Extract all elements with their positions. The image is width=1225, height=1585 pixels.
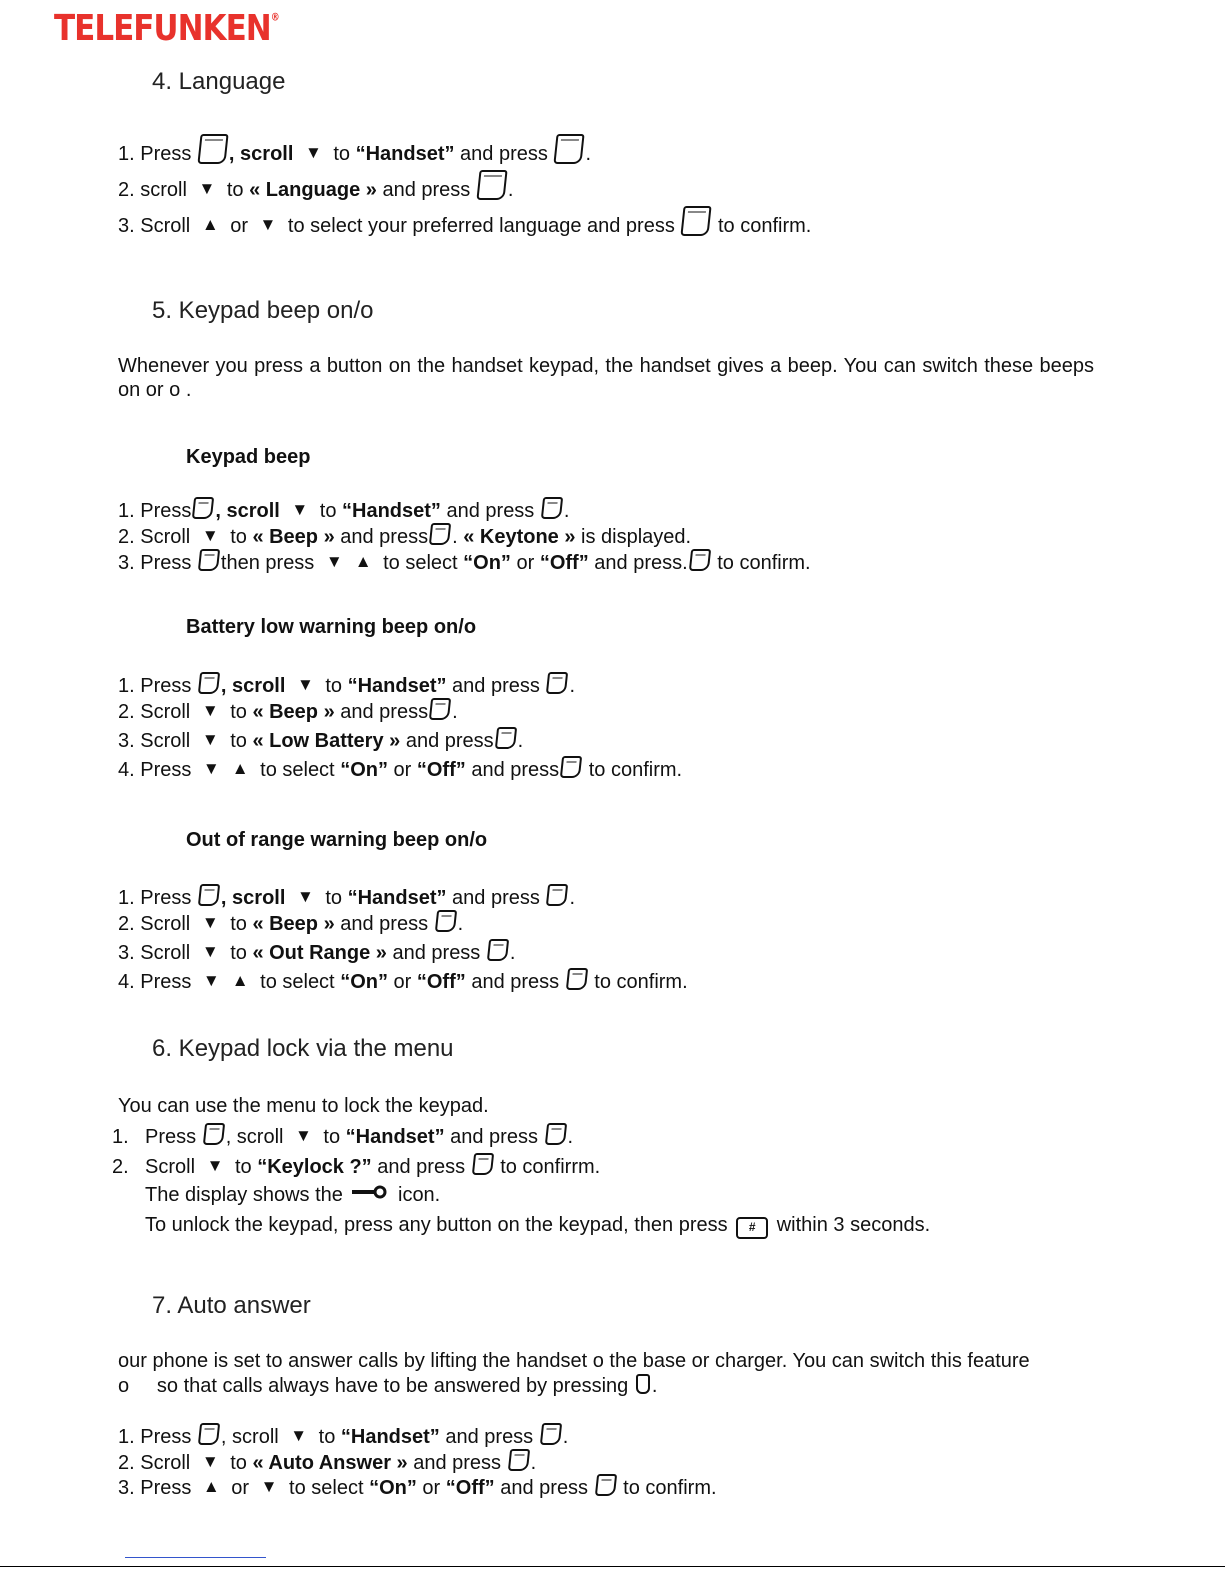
battery-low-title: Battery low warning beep on/o — [186, 616, 477, 638]
scroll-down-arrow-icon: ▼ — [201, 526, 219, 545]
menu-key-icon — [540, 1423, 562, 1445]
menu-key-icon — [487, 939, 509, 961]
scroll-down-arrow-icon: ▼ — [295, 1126, 312, 1145]
scroll-down-arrow-icon: ▼ — [296, 675, 314, 694]
section-7-heading: 7. Auto answer — [152, 1292, 311, 1319]
aa-step-3: 3. Press ▲ or ▼ to select “On” or “Off” and press to confirm. — [118, 1474, 717, 1500]
scroll-down-arrow-icon: ▼ — [201, 913, 219, 932]
scroll-down-arrow-icon: ▼ — [201, 730, 219, 749]
scroll-down-arrow-icon: ▼ — [198, 179, 216, 198]
keypad-beep-title: Keypad beep — [186, 446, 311, 468]
menu-key-icon — [429, 698, 451, 720]
menu-key-icon — [198, 1423, 220, 1445]
keylock-intro: You can use the menu to lock the keypad. — [118, 1095, 489, 1117]
bl-step-2: 2. Scroll ▼ to « Beep » and press . — [118, 698, 458, 724]
scroll-down-arrow-icon: ▼ — [290, 1426, 308, 1445]
menu-key-icon — [203, 1123, 225, 1145]
scroll-up-arrow-icon: ▲ — [201, 215, 219, 234]
footer-link-underline — [125, 1557, 266, 1558]
keylock-step-2: 2. Scroll ▼ to “Keylock ?” and press to confirrm. — [112, 1153, 600, 1179]
section-6-heading: 6. Keypad lock via the menu — [152, 1035, 454, 1062]
menu-key-icon — [435, 910, 457, 932]
bl-step-1: 1. Press , scroll ▼ to “Handset” and press . — [118, 672, 575, 698]
menu-key-icon — [566, 968, 588, 990]
section-5-heading: 5. Keypad beep on/o — [152, 297, 374, 324]
scroll-down-arrow-icon: ▼ — [259, 215, 277, 234]
lang-step-3: 3. Scroll ▲ or ▼ to select your preferred language and press to confirm. — [118, 206, 811, 238]
scroll-down-arrow-icon: ▼ — [291, 500, 309, 519]
scroll-down-arrow-icon: ▼ — [260, 1477, 278, 1496]
scroll-up-arrow-icon: ▲ — [231, 759, 249, 778]
scroll-down-arrow-icon: ▼ — [206, 1156, 224, 1175]
keylock-step-1: 1. Press , scroll ▼ to “Handset” and press . — [112, 1123, 573, 1149]
lang-step-2: 2. scroll ▼ to « Language » and press . — [118, 170, 513, 202]
bl-step-3: 3. Scroll ▼ to « Low Battery » and press . — [118, 727, 523, 753]
menu-key-icon — [429, 523, 451, 545]
call-key-icon — [636, 1374, 650, 1394]
scroll-up-arrow-icon: ▲ — [231, 971, 249, 990]
menu-key-icon — [495, 727, 517, 749]
auto-answer-para-1: our phone is set to answer calls by lifting the handset o the base or charger. You can switch this feature — [118, 1350, 1030, 1372]
out-of-range-title: Out of range warning beep on/o — [186, 829, 488, 851]
kb-step-3: 3. Press then press ▼ ▲ to select “On” or “Off” and press. to confirm. — [118, 549, 811, 575]
lang-step-1: 1. Press , scroll ▼ to “Handset” and press . — [118, 134, 591, 166]
scroll-down-arrow-icon: ▼ — [325, 552, 343, 571]
menu-key-icon — [192, 497, 214, 519]
menu-key-icon — [471, 1153, 493, 1175]
or-step-4: 4. Press ▼ ▲ to select “On” or “Off” and press to confirm. — [118, 968, 688, 994]
section-5-intro: Whenever you press a button on the handset keypad, the handset gives a beep. You can switch these beeps on or o . — [118, 355, 1094, 401]
scroll-down-arrow-icon: ▼ — [304, 143, 322, 162]
menu-key-icon — [197, 134, 228, 164]
scroll-down-arrow-icon: ▼ — [202, 971, 220, 990]
menu-key-icon — [476, 170, 507, 200]
menu-key-icon — [594, 1474, 616, 1496]
menu-key-icon — [507, 1449, 529, 1471]
key-lock-icon — [352, 1185, 388, 1199]
menu-key-icon — [681, 206, 712, 236]
scroll-down-arrow-icon: ▼ — [201, 942, 219, 961]
keylock-unlock-note: To unlock the keypad, press any button on the keypad, then press # within 3 seconds. — [145, 1213, 930, 1239]
menu-key-icon — [554, 134, 585, 164]
scroll-down-arrow-icon: ▼ — [201, 701, 219, 720]
aa-step-1: 1. Press , scroll ▼ to “Handset” and press . — [118, 1423, 568, 1449]
menu-key-icon — [546, 672, 568, 694]
menu-key-icon — [560, 756, 582, 778]
scroll-down-arrow-icon: ▼ — [202, 759, 220, 778]
menu-key-icon — [198, 884, 220, 906]
footer-divider — [0, 1566, 1225, 1567]
or-step-3: 3. Scroll ▼ to « Out Range » and press . — [118, 939, 515, 965]
menu-key-icon — [689, 549, 711, 571]
menu-key-icon — [546, 884, 568, 906]
keylock-display-note: The display shows the icon. — [145, 1184, 441, 1206]
kb-step-2: 2. Scroll ▼ to « Beep » and press . « Keytone » is displayed. — [118, 523, 691, 549]
auto-answer-para-2: o so that calls always have to be answered by pressing . — [118, 1375, 658, 1397]
scroll-up-arrow-icon: ▲ — [202, 1477, 220, 1496]
menu-key-icon — [541, 497, 563, 519]
menu-key-icon — [198, 549, 220, 571]
menu-key-icon — [544, 1123, 566, 1145]
hash-key-icon: # — [736, 1217, 768, 1239]
menu-key-icon — [198, 672, 220, 694]
scroll-up-arrow-icon: ▲ — [354, 552, 372, 571]
telefunken-logo: TELEFUNKEN® — [54, 8, 280, 50]
scroll-down-arrow-icon: ▼ — [296, 887, 314, 906]
scroll-down-arrow-icon: ▼ — [201, 1452, 219, 1471]
bl-step-4: 4. Press ▼ ▲ to select “On” or “Off” and press to confirm. — [118, 756, 682, 782]
or-step-1: 1. Press , scroll ▼ to “Handset” and press . — [118, 884, 575, 910]
kb-step-1: 1. Press , scroll ▼ to “Handset” and press . — [118, 497, 569, 523]
aa-step-2: 2. Scroll ▼ to « Auto Answer » and press . — [118, 1449, 536, 1475]
section-4-heading: 4. Language — [152, 68, 286, 95]
or-step-2: 2. Scroll ▼ to « Beep » and press . — [118, 910, 463, 936]
